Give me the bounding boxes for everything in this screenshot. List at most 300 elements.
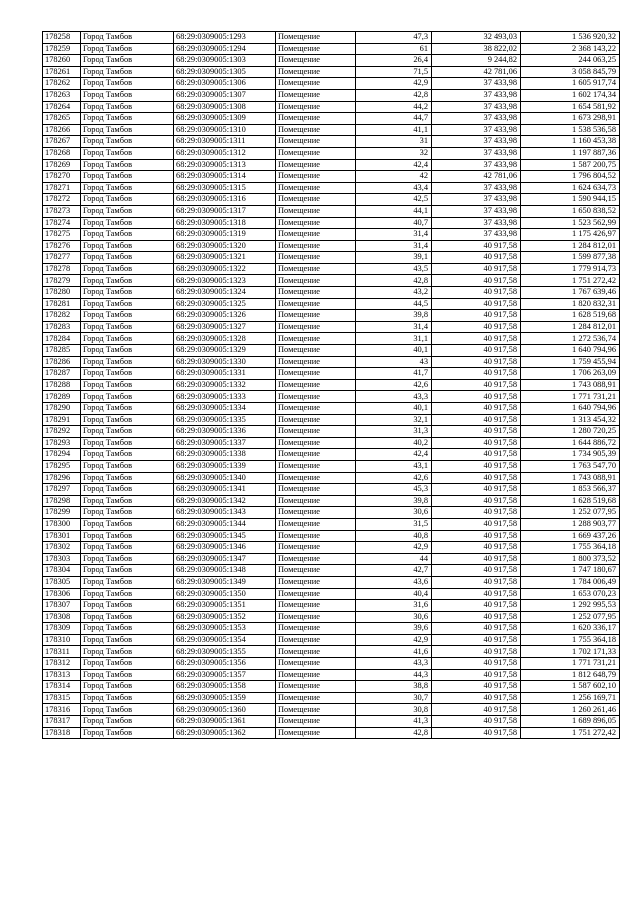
object-type-cell: Помещение — [276, 658, 356, 670]
table-row — [43, 310, 620, 322]
cadastral-number-cell: 68:29:0309005:1341 — [174, 484, 276, 496]
city-cell: Город Тамбов — [81, 101, 174, 113]
row-id-cell: 178315 — [43, 692, 81, 704]
object-type-cell: Помещение — [276, 379, 356, 391]
object-type-cell: Помещение — [276, 252, 356, 264]
area-cell: 39,6 — [356, 623, 432, 635]
area-cell: 44,3 — [356, 669, 432, 681]
object-type-cell: Помещение — [276, 495, 356, 507]
table-row — [43, 600, 620, 612]
object-type-cell: Помещение — [276, 182, 356, 194]
cadastral-number-cell: 68:29:0309005:1340 — [174, 472, 276, 484]
unit-cost-cell: 40 917,58 — [432, 692, 521, 704]
unit-cost-cell: 40 917,58 — [432, 287, 521, 299]
row-id-cell: 178265 — [43, 113, 81, 125]
row-id-cell: 178304 — [43, 565, 81, 577]
cadastral-number-cell: 68:29:0309005:1308 — [174, 101, 276, 113]
object-type-cell: Помещение — [276, 229, 356, 241]
object-type-cell: Помещение — [276, 460, 356, 472]
row-id-cell: 178298 — [43, 495, 81, 507]
object-type-cell: Помещение — [276, 727, 356, 739]
object-type-cell: Помещение — [276, 43, 356, 55]
cadastral-number-cell: 68:29:0309005:1313 — [174, 159, 276, 171]
cadastral-value-cell: 1 673 298,91 — [521, 113, 620, 125]
table-row — [43, 727, 620, 739]
cadastral-number-cell: 68:29:0309005:1320 — [174, 240, 276, 252]
city-cell: Город Тамбов — [81, 287, 174, 299]
area-cell: 43,2 — [356, 287, 432, 299]
area-cell: 43,1 — [356, 460, 432, 472]
area-cell: 31,6 — [356, 600, 432, 612]
city-cell: Город Тамбов — [81, 356, 174, 368]
object-type-cell: Помещение — [276, 124, 356, 136]
object-type-cell: Помещение — [276, 414, 356, 426]
cadastral-number-cell: 68:29:0309005:1318 — [174, 217, 276, 229]
table-row — [43, 124, 620, 136]
cadastral-value-cell: 1 288 903,77 — [521, 518, 620, 530]
city-cell: Город Тамбов — [81, 391, 174, 403]
table-row — [43, 287, 620, 299]
city-cell: Город Тамбов — [81, 182, 174, 194]
cadastral-number-cell: 68:29:0309005:1336 — [174, 426, 276, 438]
cadastral-value-cell: 1 771 731,21 — [521, 391, 620, 403]
row-id-cell: 178311 — [43, 646, 81, 658]
table-row — [43, 194, 620, 206]
cadastral-value-cell: 1 853 566,37 — [521, 484, 620, 496]
row-id-cell: 178312 — [43, 658, 81, 670]
object-type-cell: Помещение — [276, 298, 356, 310]
object-type-cell: Помещение — [276, 611, 356, 623]
unit-cost-cell: 40 917,58 — [432, 576, 521, 588]
unit-cost-cell: 40 917,58 — [432, 658, 521, 670]
object-type-cell: Помещение — [276, 588, 356, 600]
table-row — [43, 611, 620, 623]
unit-cost-cell: 40 917,58 — [432, 368, 521, 380]
unit-cost-cell: 42 781,06 — [432, 66, 521, 78]
row-id-cell: 178286 — [43, 356, 81, 368]
unit-cost-cell: 40 917,58 — [432, 240, 521, 252]
area-cell: 42,6 — [356, 472, 432, 484]
object-type-cell: Помещение — [276, 101, 356, 113]
row-id-cell: 178293 — [43, 437, 81, 449]
cadastral-value-cell: 1 197 887,36 — [521, 147, 620, 159]
object-type-cell: Помещение — [276, 669, 356, 681]
cadastral-value-cell: 1 759 455,94 — [521, 356, 620, 368]
cadastral-number-cell: 68:29:0309005:1361 — [174, 716, 276, 728]
object-type-cell: Помещение — [276, 66, 356, 78]
object-type-cell: Помещение — [276, 240, 356, 252]
area-cell: 41,7 — [356, 368, 432, 380]
table-row — [43, 368, 620, 380]
city-cell: Город Тамбов — [81, 437, 174, 449]
area-cell: 31,1 — [356, 333, 432, 345]
table-row — [43, 460, 620, 472]
cadastral-number-cell: 68:29:0309005:1334 — [174, 403, 276, 415]
area-cell: 30,8 — [356, 704, 432, 716]
area-cell: 43,3 — [356, 658, 432, 670]
city-cell: Город Тамбов — [81, 507, 174, 519]
city-cell: Город Тамбов — [81, 205, 174, 217]
table-row — [43, 263, 620, 275]
table-row — [43, 426, 620, 438]
cadastral-value-cell: 1 820 832,31 — [521, 298, 620, 310]
row-id-cell: 178299 — [43, 507, 81, 519]
cadastral-value-cell: 1 689 896,05 — [521, 716, 620, 728]
unit-cost-cell: 40 917,58 — [432, 542, 521, 554]
cadastral-value-cell: 1 628 519,68 — [521, 495, 620, 507]
cadastral-number-cell: 68:29:0309005:1317 — [174, 205, 276, 217]
city-cell: Город Тамбов — [81, 658, 174, 670]
area-cell: 32 — [356, 147, 432, 159]
area-cell: 41,3 — [356, 716, 432, 728]
area-cell: 40,2 — [356, 437, 432, 449]
table-row — [43, 321, 620, 333]
cadastral-value-cell: 1 734 905,39 — [521, 449, 620, 461]
cadastral-value-table — [42, 31, 620, 739]
city-cell: Город Тамбов — [81, 576, 174, 588]
city-cell: Город Тамбов — [81, 136, 174, 148]
area-cell: 30,6 — [356, 507, 432, 519]
unit-cost-cell: 40 917,58 — [432, 310, 521, 322]
object-type-cell: Помещение — [276, 217, 356, 229]
area-cell: 44,5 — [356, 298, 432, 310]
unit-cost-cell: 37 433,98 — [432, 229, 521, 241]
city-cell: Город Тамбов — [81, 379, 174, 391]
row-id-cell: 178274 — [43, 217, 81, 229]
area-cell: 71,5 — [356, 66, 432, 78]
cadastral-number-cell: 68:29:0309005:1326 — [174, 310, 276, 322]
table-row — [43, 229, 620, 241]
area-cell: 30,6 — [356, 611, 432, 623]
unit-cost-cell: 40 917,58 — [432, 391, 521, 403]
area-cell: 42,5 — [356, 194, 432, 206]
city-cell: Город Тамбов — [81, 565, 174, 577]
area-cell: 47,3 — [356, 32, 432, 44]
cadastral-value-cell: 1 628 519,68 — [521, 310, 620, 322]
row-id-cell: 178289 — [43, 391, 81, 403]
object-type-cell: Помещение — [276, 275, 356, 287]
cadastral-number-cell: 68:29:0309005:1311 — [174, 136, 276, 148]
cadastral-value-cell: 1 751 272,42 — [521, 275, 620, 287]
cadastral-number-cell: 68:29:0309005:1331 — [174, 368, 276, 380]
area-cell: 31,4 — [356, 321, 432, 333]
city-cell: Город Тамбов — [81, 333, 174, 345]
area-cell: 45,3 — [356, 484, 432, 496]
unit-cost-cell: 37 433,98 — [432, 205, 521, 217]
area-cell: 44 — [356, 553, 432, 565]
cadastral-number-cell: 68:29:0309005:1314 — [174, 171, 276, 183]
cadastral-number-cell: 68:29:0309005:1353 — [174, 623, 276, 635]
area-cell: 42,4 — [356, 449, 432, 461]
cadastral-number-cell: 68:29:0309005:1338 — [174, 449, 276, 461]
city-cell: Город Тамбов — [81, 414, 174, 426]
city-cell: Город Тамбов — [81, 727, 174, 739]
unit-cost-cell: 40 917,58 — [432, 449, 521, 461]
cadastral-value-cell: 1 796 804,52 — [521, 171, 620, 183]
object-type-cell: Помещение — [276, 194, 356, 206]
area-cell: 44,2 — [356, 101, 432, 113]
cadastral-value-cell: 2 368 143,22 — [521, 43, 620, 55]
unit-cost-cell: 37 433,98 — [432, 78, 521, 90]
cadastral-number-cell: 68:29:0309005:1360 — [174, 704, 276, 716]
cadastral-value-cell: 1 779 914,73 — [521, 263, 620, 275]
table-row — [43, 78, 620, 90]
table-row — [43, 252, 620, 264]
city-cell: Город Тамбов — [81, 275, 174, 287]
row-id-cell: 178295 — [43, 460, 81, 472]
cadastral-number-cell: 68:29:0309005:1319 — [174, 229, 276, 241]
unit-cost-cell: 37 433,98 — [432, 89, 521, 101]
unit-cost-cell: 40 917,58 — [432, 518, 521, 530]
unit-cost-cell: 40 917,58 — [432, 484, 521, 496]
cadastral-number-cell: 68:29:0309005:1357 — [174, 669, 276, 681]
row-id-cell: 178285 — [43, 345, 81, 357]
row-id-cell: 178258 — [43, 32, 81, 44]
area-cell: 42,9 — [356, 634, 432, 646]
unit-cost-cell: 40 917,58 — [432, 565, 521, 577]
area-cell: 40,4 — [356, 588, 432, 600]
row-id-cell: 178276 — [43, 240, 81, 252]
city-cell: Город Тамбов — [81, 147, 174, 159]
cadastral-number-cell: 68:29:0309005:1316 — [174, 194, 276, 206]
city-cell: Город Тамбов — [81, 252, 174, 264]
object-type-cell: Помещение — [276, 716, 356, 728]
cadastral-number-cell: 68:29:0309005:1328 — [174, 333, 276, 345]
cadastral-value-cell: 1 313 454,32 — [521, 414, 620, 426]
cadastral-number-cell: 68:29:0309005:1351 — [174, 600, 276, 612]
unit-cost-cell: 40 917,58 — [432, 727, 521, 739]
area-cell: 30,7 — [356, 692, 432, 704]
table-row — [43, 553, 620, 565]
object-type-cell: Помещение — [276, 368, 356, 380]
city-cell: Город Тамбов — [81, 78, 174, 90]
city-cell: Город Тамбов — [81, 460, 174, 472]
unit-cost-cell: 40 917,58 — [432, 611, 521, 623]
table-row — [43, 159, 620, 171]
object-type-cell: Помещение — [276, 391, 356, 403]
cadastral-value-cell: 1 743 088,91 — [521, 472, 620, 484]
row-id-cell: 178284 — [43, 333, 81, 345]
row-id-cell: 178277 — [43, 252, 81, 264]
unit-cost-cell: 40 917,58 — [432, 472, 521, 484]
row-id-cell: 178259 — [43, 43, 81, 55]
unit-cost-cell: 40 917,58 — [432, 356, 521, 368]
table-row — [43, 403, 620, 415]
city-cell: Город Тамбов — [81, 704, 174, 716]
area-cell: 42,6 — [356, 379, 432, 391]
city-cell: Город Тамбов — [81, 542, 174, 554]
unit-cost-cell: 37 433,98 — [432, 113, 521, 125]
area-cell: 40,1 — [356, 345, 432, 357]
cadastral-number-cell: 68:29:0309005:1315 — [174, 182, 276, 194]
cadastral-number-cell: 68:29:0309005:1347 — [174, 553, 276, 565]
cadastral-value-cell: 1 747 180,67 — [521, 565, 620, 577]
row-id-cell: 178301 — [43, 530, 81, 542]
city-cell: Город Тамбов — [81, 229, 174, 241]
object-type-cell: Помещение — [276, 345, 356, 357]
area-cell: 42,9 — [356, 542, 432, 554]
city-cell: Город Тамбов — [81, 368, 174, 380]
cadastral-number-cell: 68:29:0309005:1343 — [174, 507, 276, 519]
object-type-cell: Помещение — [276, 472, 356, 484]
cadastral-value-cell: 244 063,25 — [521, 55, 620, 67]
cadastral-number-cell: 68:29:0309005:1354 — [174, 634, 276, 646]
area-cell: 40,1 — [356, 403, 432, 415]
cadastral-value-cell: 1 669 437,26 — [521, 530, 620, 542]
city-cell: Город Тамбов — [81, 634, 174, 646]
city-cell: Город Тамбов — [81, 623, 174, 635]
area-cell: 43 — [356, 356, 432, 368]
cadastral-number-cell: 68:29:0309005:1356 — [174, 658, 276, 670]
cadastral-value-cell: 1 260 261,46 — [521, 704, 620, 716]
table-row — [43, 437, 620, 449]
cadastral-value-cell: 1 605 917,74 — [521, 78, 620, 90]
cadastral-value-cell: 1 620 336,17 — [521, 623, 620, 635]
area-cell: 44,7 — [356, 113, 432, 125]
cadastral-number-cell: 68:29:0309005:1330 — [174, 356, 276, 368]
unit-cost-cell: 40 917,58 — [432, 669, 521, 681]
row-id-cell: 178308 — [43, 611, 81, 623]
table-row — [43, 669, 620, 681]
row-id-cell: 178314 — [43, 681, 81, 693]
object-type-cell: Помещение — [276, 426, 356, 438]
unit-cost-cell: 37 433,98 — [432, 101, 521, 113]
object-type-cell: Помещение — [276, 171, 356, 183]
row-id-cell: 178267 — [43, 136, 81, 148]
cadastral-number-cell: 68:29:0309005:1346 — [174, 542, 276, 554]
cadastral-number-cell: 68:29:0309005:1348 — [174, 565, 276, 577]
cadastral-value-cell: 1 654 581,92 — [521, 101, 620, 113]
row-id-cell: 178270 — [43, 171, 81, 183]
cadastral-value-cell: 1 767 639,46 — [521, 287, 620, 299]
cadastral-number-cell: 68:29:0309005:1342 — [174, 495, 276, 507]
city-cell: Город Тамбов — [81, 669, 174, 681]
row-id-cell: 178264 — [43, 101, 81, 113]
unit-cost-cell: 40 917,58 — [432, 600, 521, 612]
unit-cost-cell: 40 917,58 — [432, 437, 521, 449]
object-type-cell: Помещение — [276, 147, 356, 159]
city-cell: Город Тамбов — [81, 321, 174, 333]
cadastral-number-cell: 68:29:0309005:1345 — [174, 530, 276, 542]
city-cell: Город Тамбов — [81, 530, 174, 542]
cadastral-value-cell: 1 284 812,01 — [521, 321, 620, 333]
cadastral-value-cell: 1 650 838,52 — [521, 205, 620, 217]
table-row — [43, 507, 620, 519]
table-row — [43, 530, 620, 542]
area-cell: 42,4 — [356, 159, 432, 171]
table-row — [43, 113, 620, 125]
area-cell: 41,1 — [356, 124, 432, 136]
object-type-cell: Помещение — [276, 159, 356, 171]
unit-cost-cell: 40 917,58 — [432, 252, 521, 264]
table-row — [43, 379, 620, 391]
city-cell: Город Тамбов — [81, 32, 174, 44]
cadastral-value-cell: 1 644 886,72 — [521, 437, 620, 449]
area-cell: 39,8 — [356, 495, 432, 507]
table-row — [43, 646, 620, 658]
cadastral-value-cell: 1 536 920,32 — [521, 32, 620, 44]
cadastral-number-cell: 68:29:0309005:1349 — [174, 576, 276, 588]
cadastral-number-cell: 68:29:0309005:1303 — [174, 55, 276, 67]
cadastral-value-cell: 1 784 006,49 — [521, 576, 620, 588]
unit-cost-cell: 40 917,58 — [432, 426, 521, 438]
table-row — [43, 182, 620, 194]
city-cell: Город Тамбов — [81, 240, 174, 252]
cadastral-value-cell: 1 284 812,01 — [521, 240, 620, 252]
object-type-cell: Помещение — [276, 553, 356, 565]
cadastral-number-cell: 68:29:0309005:1333 — [174, 391, 276, 403]
unit-cost-cell: 40 917,58 — [432, 460, 521, 472]
cadastral-value-cell: 1 602 174,34 — [521, 89, 620, 101]
unit-cost-cell: 37 433,98 — [432, 147, 521, 159]
area-cell: 42,8 — [356, 89, 432, 101]
unit-cost-cell: 40 917,58 — [432, 298, 521, 310]
object-type-cell: Помещение — [276, 704, 356, 716]
object-type-cell: Помещение — [276, 263, 356, 275]
object-type-cell: Помещение — [276, 692, 356, 704]
city-cell: Город Тамбов — [81, 89, 174, 101]
row-id-cell: 178261 — [43, 66, 81, 78]
area-cell: 31,4 — [356, 240, 432, 252]
cadastral-value-cell: 1 160 453,38 — [521, 136, 620, 148]
unit-cost-cell: 37 433,98 — [432, 124, 521, 136]
object-type-cell: Помещение — [276, 484, 356, 496]
cadastral-value-cell: 3 058 845,79 — [521, 66, 620, 78]
city-cell: Город Тамбов — [81, 484, 174, 496]
area-cell: 61 — [356, 43, 432, 55]
cadastral-number-cell: 68:29:0309005:1329 — [174, 345, 276, 357]
table-row — [43, 449, 620, 461]
row-id-cell: 178302 — [43, 542, 81, 554]
row-id-cell: 178279 — [43, 275, 81, 287]
cadastral-value-cell: 1 587 200,75 — [521, 159, 620, 171]
row-id-cell: 178296 — [43, 472, 81, 484]
table-row — [43, 391, 620, 403]
unit-cost-cell: 40 917,58 — [432, 345, 521, 357]
object-type-cell: Помещение — [276, 600, 356, 612]
object-type-cell: Помещение — [276, 136, 356, 148]
object-type-cell: Помещение — [276, 634, 356, 646]
city-cell: Город Тамбов — [81, 681, 174, 693]
city-cell: Город Тамбов — [81, 55, 174, 67]
row-id-cell: 178282 — [43, 310, 81, 322]
cadastral-value-cell: 1 751 272,42 — [521, 727, 620, 739]
row-id-cell: 178271 — [43, 182, 81, 194]
row-id-cell: 178281 — [43, 298, 81, 310]
cadastral-value-cell: 1 590 944,15 — [521, 194, 620, 206]
object-type-cell: Помещение — [276, 287, 356, 299]
unit-cost-cell: 38 822,02 — [432, 43, 521, 55]
table-row — [43, 333, 620, 345]
city-cell: Город Тамбов — [81, 345, 174, 357]
object-type-cell: Помещение — [276, 681, 356, 693]
city-cell: Город Тамбов — [81, 217, 174, 229]
row-id-cell: 178275 — [43, 229, 81, 241]
cadastral-value-cell: 1 800 373,52 — [521, 553, 620, 565]
table-row — [43, 542, 620, 554]
table-row — [43, 658, 620, 670]
area-cell: 38,8 — [356, 681, 432, 693]
unit-cost-cell: 42 781,06 — [432, 171, 521, 183]
row-id-cell: 178288 — [43, 379, 81, 391]
table-row — [43, 147, 620, 159]
row-id-cell: 178309 — [43, 623, 81, 635]
object-type-cell: Помещение — [276, 646, 356, 658]
city-cell: Город Тамбов — [81, 518, 174, 530]
table-row — [43, 136, 620, 148]
cadastral-number-cell: 68:29:0309005:1310 — [174, 124, 276, 136]
area-cell: 43,4 — [356, 182, 432, 194]
